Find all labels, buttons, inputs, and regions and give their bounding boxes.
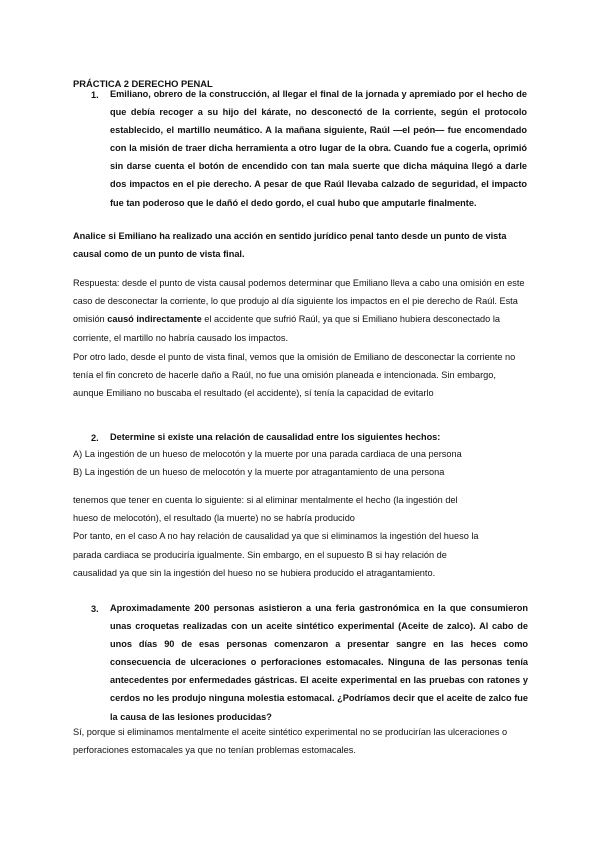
- answer2-line: hueso de melocotón), el resultado (la muerte) no se habría producido: [73, 513, 355, 524]
- q1-prompt: Analice si Emiliano ha realizado una acción en sentido jurídico penal tanto desde un punto de vista causal como de un punto de vista final.: [73, 231, 507, 260]
- q2-text: Determine si existe una relación de causalidad entre los siguientes hechos:: [110, 432, 441, 442]
- answer2-line: tenemos que tener en cuenta lo siguiente: si al eliminar mentalmente el hecho (la ingestión del: [73, 495, 458, 505]
- answer2-line: Por tanto, en el caso A no hay relación de causalidad ya que si eliminamos la ingestión del hueso la: [73, 531, 479, 542]
- answer3: Sí, porque si eliminamos mentalmente el aceite sintético experimental no se producirían las ulceraciones o perforaciones estomacales ya que no tenían problemas estomacales.: [73, 727, 508, 756]
- q2-option-a: A) La ingestión de un hueso de melocotón y la muerte por una parada cardiaca de una persona: [73, 449, 462, 459]
- answer1-paragraph2: Por otro lado, desde el punto de vista final, vemos que la omisión de Emiliano de desconectar la corriente no tenía el fin concreto de hacerle daño a Raúl, no fue una omisión planeada e intencionada. Sin embargo, aunque Emiliano no buscaba el resultado (el accidente), sí tenía la capacidad de evitarlo: [73, 352, 516, 399]
- q2-option-b: B) La ingestión de un hueso de melocotón y la muerte por atragantamiento de una persona: [73, 467, 445, 478]
- q1-text: Emiliano, obrero de la construcción, al llegar el final de la jornada y apremiado por el hecho de que debía recoger a su hijo del kárate, no desconectó de la corriente, según el protocolo establecido, el martillo neumático. A la mañana siguiente, Raúl —el peón— fue encomendado con la misión de traer dicha herramienta a otro lugar de la obra. Cuando fue a cogerla, oprimió sin darse cuenta el botón de encendido con tan mala suerte que dicha máquina llegó a darle dos impactos en el pie derecho. A pesar de que Raúl llevaba calzado de seguridad, el impacto fue tan poderoso que le dañó el dedo gordo, el cual hubo que amputarle finalmente.: [110, 89, 527, 208]
- q1-number: 1.: [91, 90, 99, 100]
- q2-number: 2.: [91, 433, 99, 443]
- answer2: [73, 491, 533, 582]
- answer1-emphasis: causó indirectamente: [107, 314, 202, 325]
- answer1-part2: el accidente que sufrió Raúl, ya que si Emiliano hubiera desconectado la corriente, el martillo no habría causado los impactos.: [73, 314, 500, 343]
- answer2-line: causalidad ya que sin la ingestión del hueso no se hubiera producido el atragantamiento.: [73, 567, 436, 578]
- q2-options: [73, 445, 533, 481]
- answer1-paragraph: [73, 274, 525, 347]
- q3-number: 3.: [91, 604, 99, 614]
- answer2-line: parada cardiaca se produciría igualmente. Sin embargo, en el supuesto B si hay relación de: [73, 549, 447, 560]
- answer1-part1: Respuesta: desde el punto de vista causal podemos determinar que Emiliano lleva a cabo una omisión en este caso de desconectar la corriente, lo que produjo al día siguiente los impactos en el pie derecho de Raúl. Esta omisión: [73, 278, 525, 325]
- q3-text: Aproximadamente 200 personas asistieron a una feria gastronómica en la que consumieron unas croquetas realizadas con un aceite sintético experimental (Aceite de zalco). Al cabo de unos días 90 de esas personas comenzaron a presentar sangre en las heces como consecuencia de ulceraciones o perforaciones estomacales. Ninguna de las personas tenía antecedentes por enfermedades gástricas. El aceite experimental en las pruebas con ratones y cerdos no les produjo ninguna molestia estomacal. ¿Podríamos decir que el aceite de zalco fue la causa de las lesiones producidas?: [110, 603, 528, 722]
- page-title: PRÁCTICA 2 DERECHO PENAL: [73, 78, 213, 89]
